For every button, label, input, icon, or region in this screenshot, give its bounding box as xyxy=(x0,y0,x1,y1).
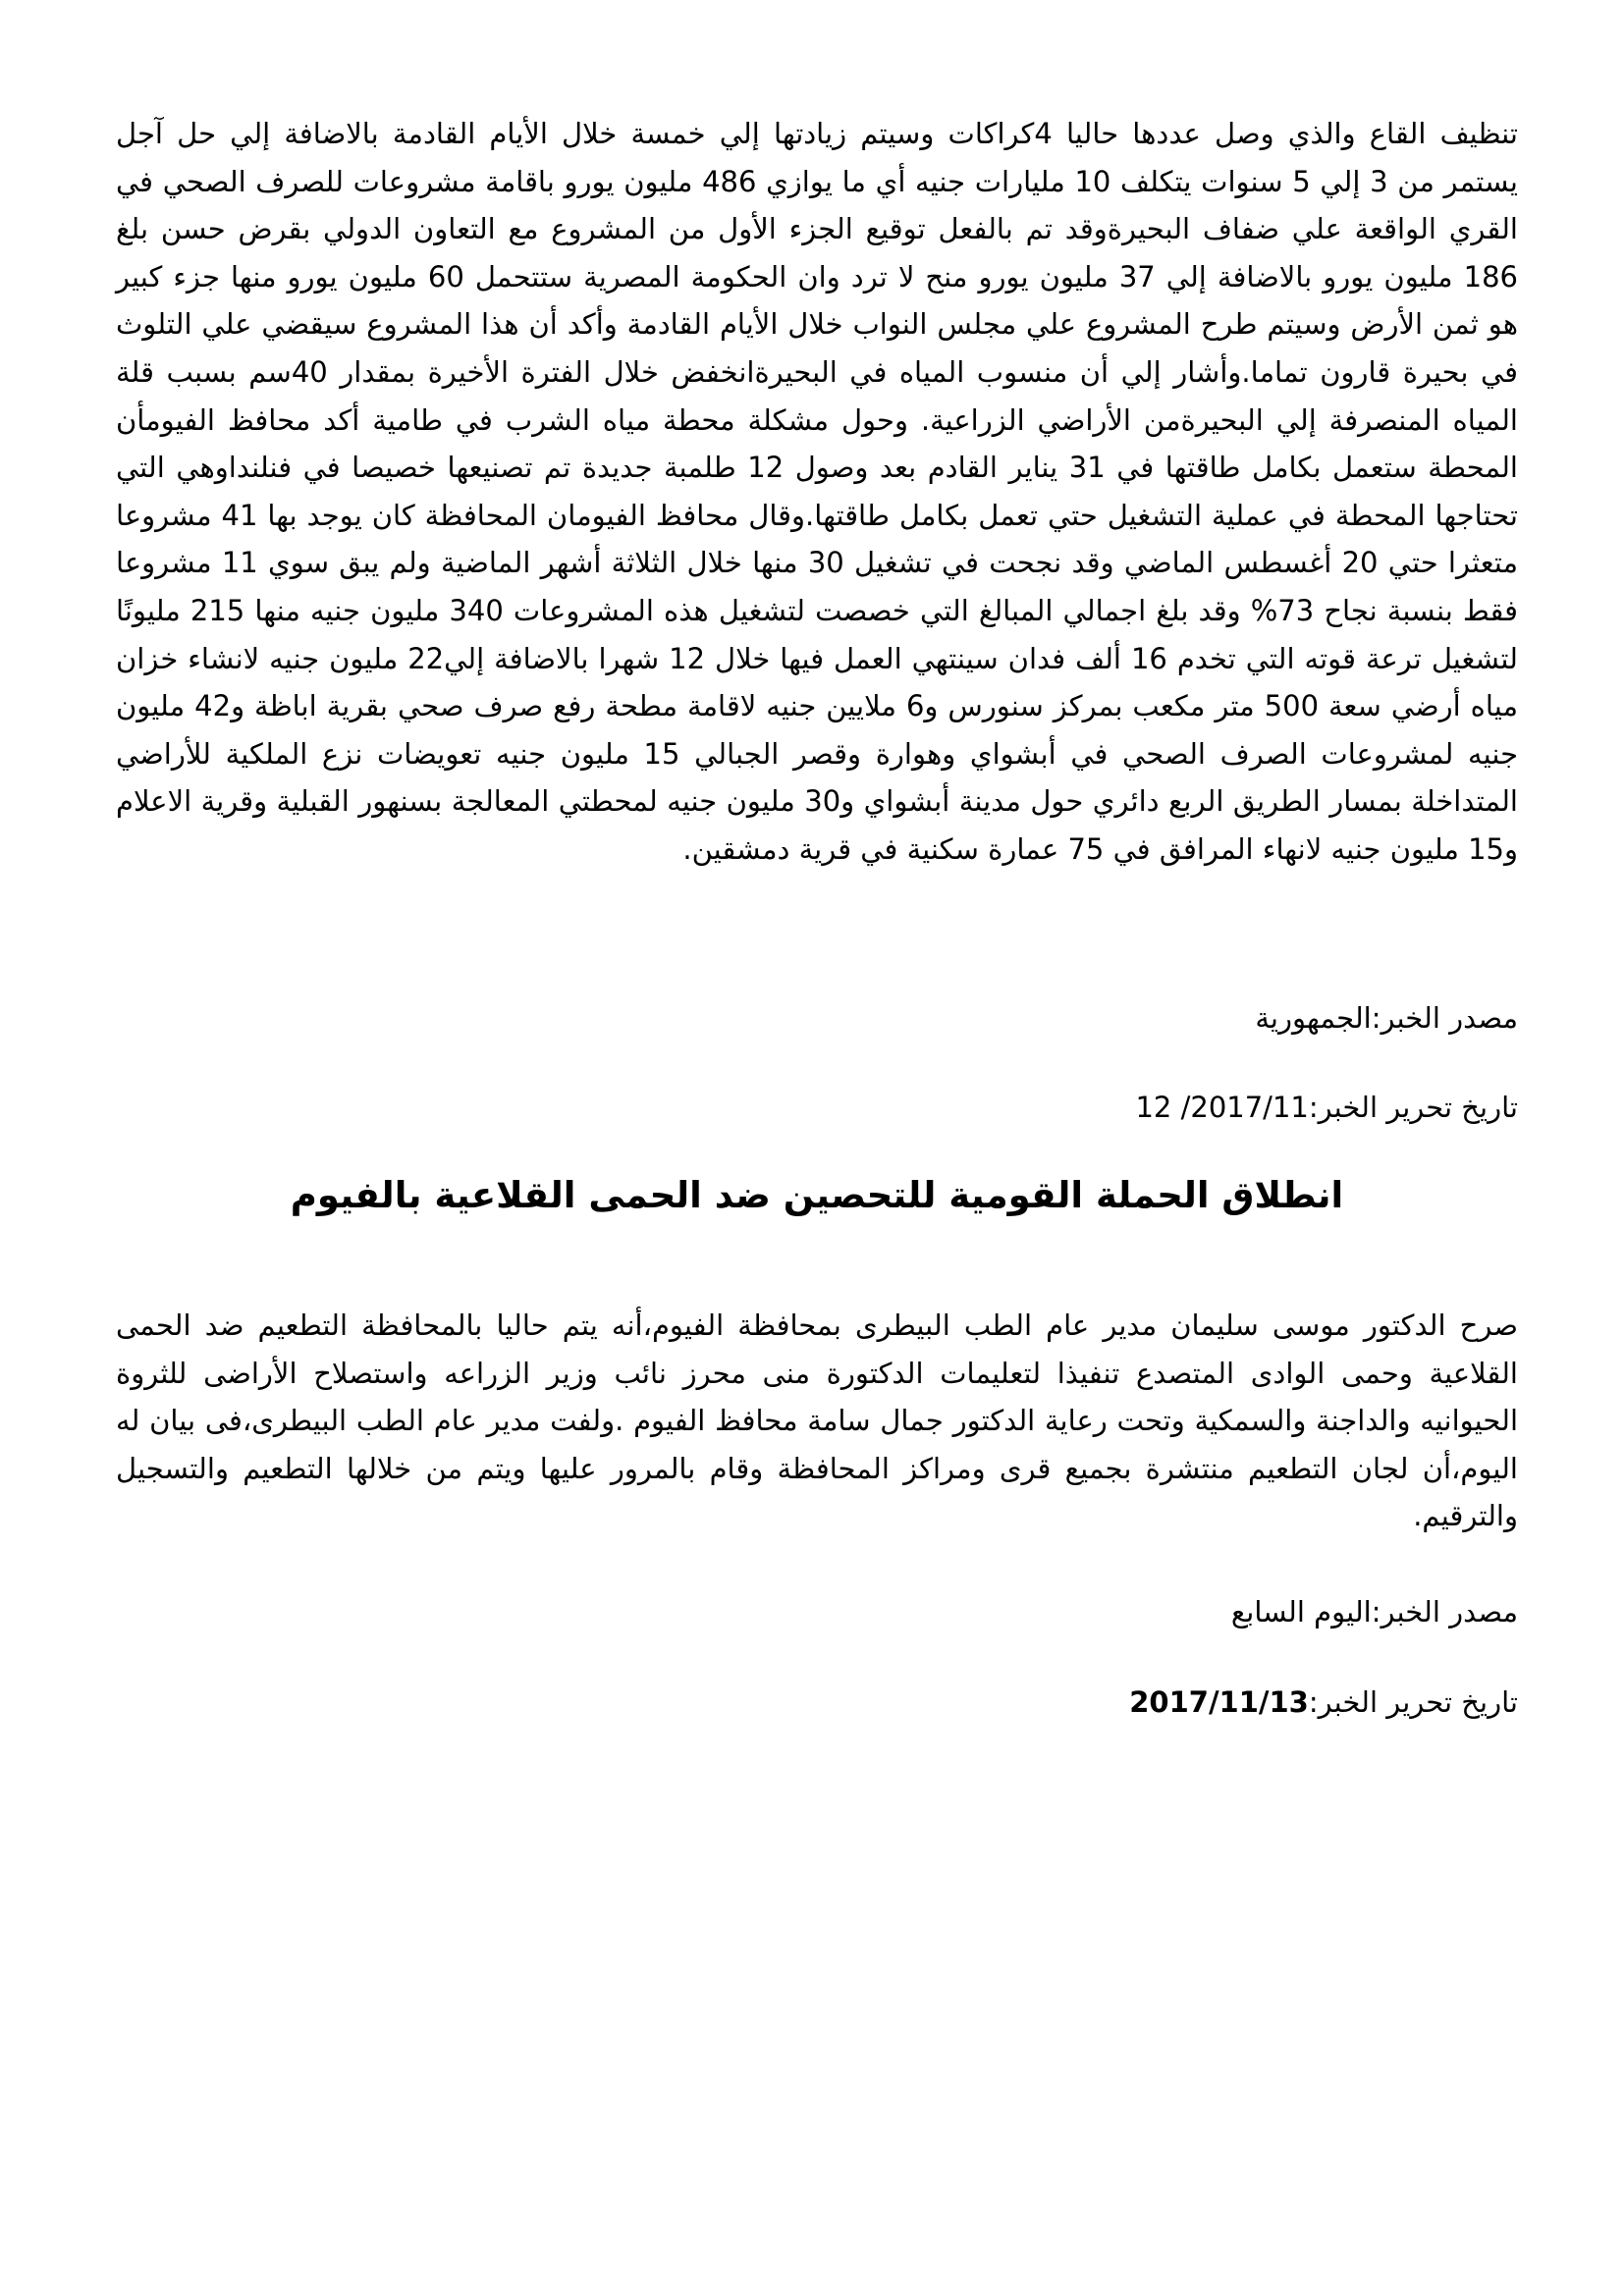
article-2-headline: انطلاق الحملة القومية للتحصين ضد الحمى القلاعية بالفيوم xyxy=(290,1174,1344,1216)
article-1-date xyxy=(116,1088,1518,1127)
article-2-source xyxy=(116,1592,1518,1631)
article-2-date xyxy=(116,1682,1518,1722)
article-1-source xyxy=(116,998,1518,1038)
article-1-date-label: تاريخ تحرير الخبر: xyxy=(1308,1091,1518,1124)
article-2-date-value: 2017/11/13 xyxy=(1129,1685,1309,1719)
article-1-source-value: الجمهورية xyxy=(1255,1001,1372,1035)
article-1-source-label: مصدر الخبر: xyxy=(1371,1001,1518,1035)
article-2-body: صرح الدكتور موسى سليمان مدير عام الطب البيطرى بمحافظة الفيوم،أنه يتم حاليا بالمحافظة التطعيم ضد الحمى القلاعية وحمى الوادى المتصدع تنفيذا لتعليمات الدكتورة منى محرز نائب وزير الزراعه واستصلاح الأراضى للثروة الحيوانيه والداجنة والسمكية وتحت رعاية الدكتور جمال سامة محافظ الفيوم .ولفت مدير عام الطب البيطرى،فى بيان له اليوم،أن لجان التطعيم منتشرة بجميع قرى ومراكز المحافظة وقام بالمرور عليها ويتم من خلالها التطعيم والتسجيل والترقيم. xyxy=(116,1308,1518,1533)
article-2-date-label: تاريخ تحرير الخبر: xyxy=(1308,1685,1518,1719)
article-2-source-label: مصدر الخبر: xyxy=(1371,1595,1518,1629)
article-1-date-value: 12 /2017/11 xyxy=(1135,1091,1309,1124)
article-2-source-value: اليوم السابع xyxy=(1230,1595,1372,1629)
article-1-body: تنظيف القاع والذي وصل عددها حاليا 4كراكات وسيتم زيادتها إلي خمسة خلال الأيام القادمة بالاضافة إلي حل آجل يستمر من 3 إلي 5 سنوات يتكلف 10 مليارات جنيه أي ما يوازي 486 مليون يورو باقامة مشروعات للصرف الصحي في القري الواقعة علي ضفاف البحيرةوقد تم بالفعل توقيع الجزء الأول من المشروع مع التعاون الدولي بقرض حسن بلغ 186 مليون يورو بالاضافة إلي 37 مليون يورو منح لا ترد وان الحكومة المصرية ستتحمل 60 مليون يورو منها جزء كبير هو ثمن الأرض وسيتم طرح المشروع علي مجلس النواب خلال الأيام القادمة وأكد أن هذا المشروع سيقضي علي التلوث في بحيرة قارون تماما.وأشار إلي أن منسوب المياه في البحيرةانخفض خلال الفترة الأخيرة بمقدار 40سم بسبب قلة المياه المنصرفة إلي البحيرةمن الأراضي الزراعية. وحول مشكلة محطة مياه الشرب في طامية أكد محافظ الفيومأن المحطة ستعمل بكامل طاقتها في 31 يناير القادم بعد وصول 12 طلمبة جديدة تم تصنيعها خصيصا في فنلنداوهي التي تحتاجها المحطة في عملية التشغيل حتي تعمل بكامل طاقتها.وقال محافظ الفيومان المحافظة كان يوجد بها 41 مشروعا متعثرا حتي 20 أغسطس الماضي وقد نجحت في تشغيل 30 منها خلال الثلاثة أشهر الماضية ولم يبق سوي 11 مشروعا فقط بنسبة نجاح 73% وقد بلغ اجمالي المبالغ التي خصصت لتشغيل هذه المشروعات 340 مليون جنيه منها 215 مليونًا لتشغيل ترعة قوته التي تخدم 16 ألف فدان سينتهي العمل فيها خلال 12 شهرا بالاضافة إلي22 مليون جنيه لانشاء خزان مياه أرضي سعة 500 متر مكعب بمركز سنورس و6 ملايين جنيه لاقامة مطحة رفع صرف صحي بقرية اباظة و42 مليون جنيه لمشروعات الصرف الصحي في أبشواي وهوارة وقصر الجبالي 15 مليون جنيه تعويضات نزع الملكية للأراضي المتداخلة بمسار الطريق الربع دائري حول مدينة أبشواي و30 مليون جنيه لمحطتي المعالجة بسنهور القبلية وقرية الاعلام و15 مليون جنيه لانهاء المرافق في 75 عمارة سكنية في قرية دمشقين. xyxy=(116,117,1519,866)
